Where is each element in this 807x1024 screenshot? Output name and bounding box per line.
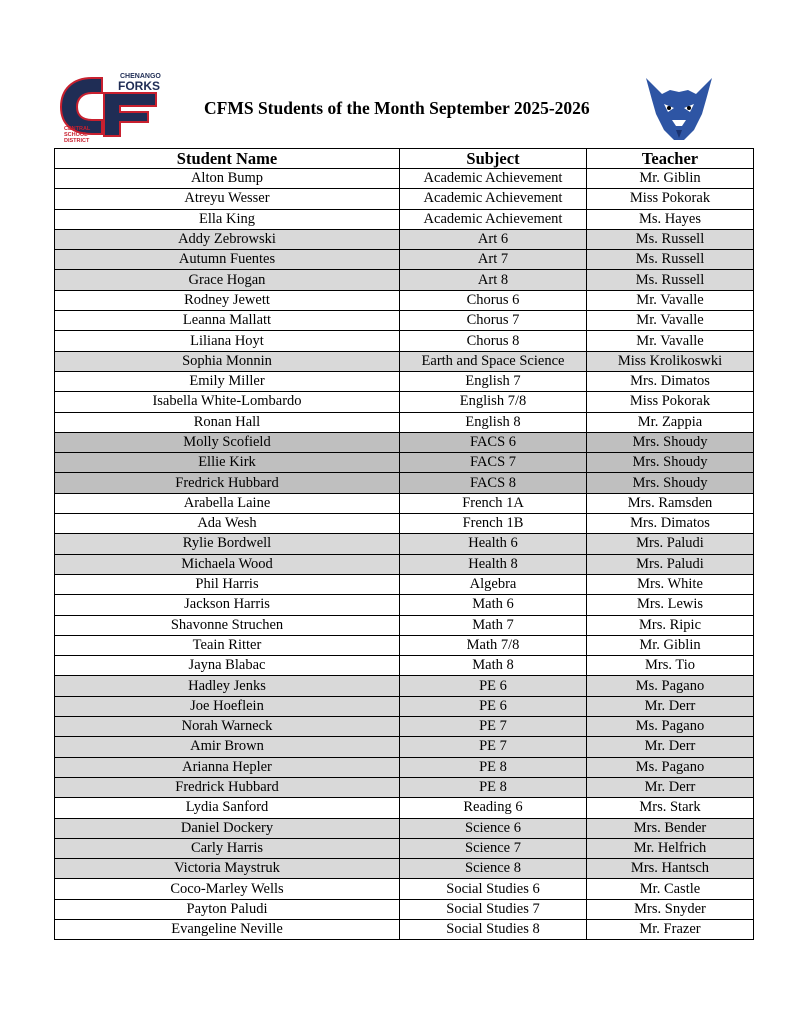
teacher-cell: Ms. Pagano: [587, 717, 754, 737]
subject-cell: English 8: [400, 412, 587, 432]
page-title: CFMS Students of the Month September 2025-2026: [204, 98, 590, 118]
student-name-cell: Daniel Dockery: [55, 818, 400, 838]
table-row: [55, 514, 754, 534]
student-name-cell: Molly Scofield: [55, 432, 400, 452]
subject-cell: Math 7: [400, 615, 587, 635]
subject-cell: Art 8: [400, 270, 587, 290]
table-row: [55, 635, 754, 655]
table-row: [55, 777, 754, 797]
student-name-cell: Atreyu Wesser: [55, 189, 400, 209]
blue-devil-mascot-icon: [640, 74, 718, 142]
table-row: [55, 859, 754, 879]
table-row: [55, 554, 754, 574]
student-name-cell: Autumn Fuentes: [55, 250, 400, 270]
table-row: [55, 757, 754, 777]
subject-cell: PE 8: [400, 757, 587, 777]
column-header-subject: Subject: [400, 149, 587, 169]
table-row: [55, 818, 754, 838]
student-name-cell: Rodney Jewett: [55, 290, 400, 310]
subject-cell: Health 8: [400, 554, 587, 574]
teacher-cell: Miss Pokorak: [587, 189, 754, 209]
subject-cell: Science 6: [400, 818, 587, 838]
teacher-cell: Ms. Russell: [587, 229, 754, 249]
table-row: [55, 838, 754, 858]
teacher-cell: Mr. Zappia: [587, 412, 754, 432]
student-name-cell: Grace Hogan: [55, 270, 400, 290]
student-name-cell: Isabella White-Lombardo: [55, 392, 400, 412]
student-name-cell: Evangeline Neville: [55, 919, 400, 939]
teacher-cell: Ms. Pagano: [587, 757, 754, 777]
subject-cell: Social Studies 6: [400, 879, 587, 899]
teacher-cell: Mrs. Stark: [587, 798, 754, 818]
teacher-cell: Mr. Vavalle: [587, 331, 754, 351]
subject-cell: Academic Achievement: [400, 189, 587, 209]
subject-cell: English 7: [400, 371, 587, 391]
table-row: [55, 737, 754, 757]
teacher-cell: Mr. Helfrich: [587, 838, 754, 858]
student-name-cell: Amir Brown: [55, 737, 400, 757]
student-name-cell: Ronan Hall: [55, 412, 400, 432]
subject-cell: PE 6: [400, 696, 587, 716]
table-row: [55, 676, 754, 696]
teacher-cell: Mrs. Shoudy: [587, 473, 754, 493]
table-row: [55, 717, 754, 737]
logo-top-line: CHENANGO: [120, 73, 161, 80]
teacher-cell: Mrs. White: [587, 574, 754, 594]
table-row: [55, 209, 754, 229]
student-name-cell: Lydia Sanford: [55, 798, 400, 818]
subject-cell: Social Studies 7: [400, 899, 587, 919]
subject-cell: FACS 6: [400, 432, 587, 452]
table-row: [55, 189, 754, 209]
district-logo: [58, 72, 172, 142]
subject-cell: Chorus 7: [400, 311, 587, 331]
subject-cell: French 1B: [400, 514, 587, 534]
subject-cell: FACS 8: [400, 473, 587, 493]
student-name-cell: Michaela Wood: [55, 554, 400, 574]
table-row: [55, 656, 754, 676]
teacher-cell: Ms. Russell: [587, 270, 754, 290]
teacher-cell: Mr. Derr: [587, 777, 754, 797]
student-name-cell: Jayna Blabac: [55, 656, 400, 676]
teacher-cell: Mr. Castle: [587, 879, 754, 899]
teacher-cell: Mrs. Bender: [587, 818, 754, 838]
table-row: [55, 432, 754, 452]
table-row: [55, 473, 754, 493]
subject-cell: PE 6: [400, 676, 587, 696]
subject-cell: Math 6: [400, 595, 587, 615]
teacher-cell: Mr. Vavalle: [587, 290, 754, 310]
student-name-cell: Carly Harris: [55, 838, 400, 858]
table-row: [55, 696, 754, 716]
teacher-cell: Mrs. Ripic: [587, 615, 754, 635]
subject-cell: PE 8: [400, 777, 587, 797]
subject-cell: Art 7: [400, 250, 587, 270]
table-row: [55, 595, 754, 615]
teacher-cell: Mrs. Tio: [587, 656, 754, 676]
subject-cell: Math 8: [400, 656, 587, 676]
logo-line2: SCHOOL: [64, 132, 88, 138]
column-header-student-name: Student Name: [55, 149, 400, 169]
student-name-cell: Arianna Hepler: [55, 757, 400, 777]
subject-cell: Social Studies 8: [400, 919, 587, 939]
table-row: [55, 493, 754, 513]
table-row: [55, 250, 754, 270]
teacher-cell: Mrs. Shoudy: [587, 453, 754, 473]
subject-cell: Chorus 6: [400, 290, 587, 310]
teacher-cell: Ms. Pagano: [587, 676, 754, 696]
table-row: [55, 798, 754, 818]
subject-cell: Reading 6: [400, 798, 587, 818]
student-name-cell: Teain Ritter: [55, 635, 400, 655]
teacher-cell: Mrs. Shoudy: [587, 432, 754, 452]
subject-cell: FACS 7: [400, 453, 587, 473]
table-row: [55, 270, 754, 290]
subject-cell: Art 6: [400, 229, 587, 249]
teacher-cell: Mrs. Dimatos: [587, 514, 754, 534]
student-name-cell: Fredrick Hubbard: [55, 777, 400, 797]
table-row: [55, 371, 754, 391]
student-name-cell: Hadley Jenks: [55, 676, 400, 696]
teacher-cell: Mrs. Paludi: [587, 554, 754, 574]
teacher-cell: Mr. Derr: [587, 737, 754, 757]
column-header-teacher: Teacher: [587, 149, 754, 169]
student-name-cell: Ellie Kirk: [55, 453, 400, 473]
teacher-cell: Mr. Vavalle: [587, 311, 754, 331]
teacher-cell: Miss Krolikoswki: [587, 351, 754, 371]
subject-cell: PE 7: [400, 717, 587, 737]
teacher-cell: Mrs. Hantsch: [587, 859, 754, 879]
table-row: [55, 392, 754, 412]
table-row: [55, 899, 754, 919]
student-name-cell: Shavonne Struchen: [55, 615, 400, 635]
student-name-cell: Ella King: [55, 209, 400, 229]
logo-line1: CENTRAL: [64, 126, 91, 132]
student-name-cell: Phil Harris: [55, 574, 400, 594]
student-name-cell: Ada Wesh: [55, 514, 400, 534]
subject-cell: Academic Achievement: [400, 169, 587, 189]
student-name-cell: Liliana Hoyt: [55, 331, 400, 351]
table-row: [55, 290, 754, 310]
student-name-cell: Arabella Laine: [55, 493, 400, 513]
subject-cell: Chorus 8: [400, 331, 587, 351]
students-table: [54, 148, 754, 940]
subject-cell: PE 7: [400, 737, 587, 757]
subject-cell: Earth and Space Science: [400, 351, 587, 371]
student-name-cell: Jackson Harris: [55, 595, 400, 615]
student-name-cell: Payton Paludi: [55, 899, 400, 919]
student-name-cell: Victoria Maystruk: [55, 859, 400, 879]
teacher-cell: Mr. Giblin: [587, 169, 754, 189]
teacher-cell: Mr. Frazer: [587, 919, 754, 939]
student-name-cell: Sophia Monnin: [55, 351, 400, 371]
student-name-cell: Addy Zebrowski: [55, 229, 400, 249]
teacher-cell: Mrs. Snyder: [587, 899, 754, 919]
student-name-cell: Emily Miller: [55, 371, 400, 391]
student-name-cell: Coco-Marley Wells: [55, 879, 400, 899]
teacher-cell: Mrs. Ramsden: [587, 493, 754, 513]
student-name-cell: Alton Bump: [55, 169, 400, 189]
student-name-cell: Joe Hoeflein: [55, 696, 400, 716]
table-row: [55, 229, 754, 249]
table-row: [55, 879, 754, 899]
table-row: [55, 534, 754, 554]
subject-cell: Science 7: [400, 838, 587, 858]
table-row: [55, 453, 754, 473]
table-row: [55, 919, 754, 939]
subject-cell: French 1A: [400, 493, 587, 513]
teacher-cell: Ms. Hayes: [587, 209, 754, 229]
teacher-cell: Mrs. Paludi: [587, 534, 754, 554]
student-name-cell: Fredrick Hubbard: [55, 473, 400, 493]
table-row: [55, 412, 754, 432]
subject-cell: English 7/8: [400, 392, 587, 412]
table-row: [55, 574, 754, 594]
logo-line3: DISTRICT: [64, 138, 90, 142]
table-row: [55, 351, 754, 371]
table-header-row: [55, 149, 754, 169]
logo-forks: FORKS: [118, 79, 160, 93]
table-row: [55, 169, 754, 189]
table-row: [55, 615, 754, 635]
table-row: [55, 311, 754, 331]
table-row: [55, 331, 754, 351]
subject-cell: Health 6: [400, 534, 587, 554]
subject-cell: Academic Achievement: [400, 209, 587, 229]
subject-cell: Math 7/8: [400, 635, 587, 655]
student-name-cell: Leanna Mallatt: [55, 311, 400, 331]
subject-cell: Algebra: [400, 574, 587, 594]
teacher-cell: Miss Pokorak: [587, 392, 754, 412]
teacher-cell: Mrs. Lewis: [587, 595, 754, 615]
student-name-cell: Norah Warneck: [55, 717, 400, 737]
subject-cell: Science 8: [400, 859, 587, 879]
teacher-cell: Mr. Derr: [587, 696, 754, 716]
student-name-cell: Rylie Bordwell: [55, 534, 400, 554]
teacher-cell: Ms. Russell: [587, 250, 754, 270]
teacher-cell: Mr. Giblin: [587, 635, 754, 655]
teacher-cell: Mrs. Dimatos: [587, 371, 754, 391]
